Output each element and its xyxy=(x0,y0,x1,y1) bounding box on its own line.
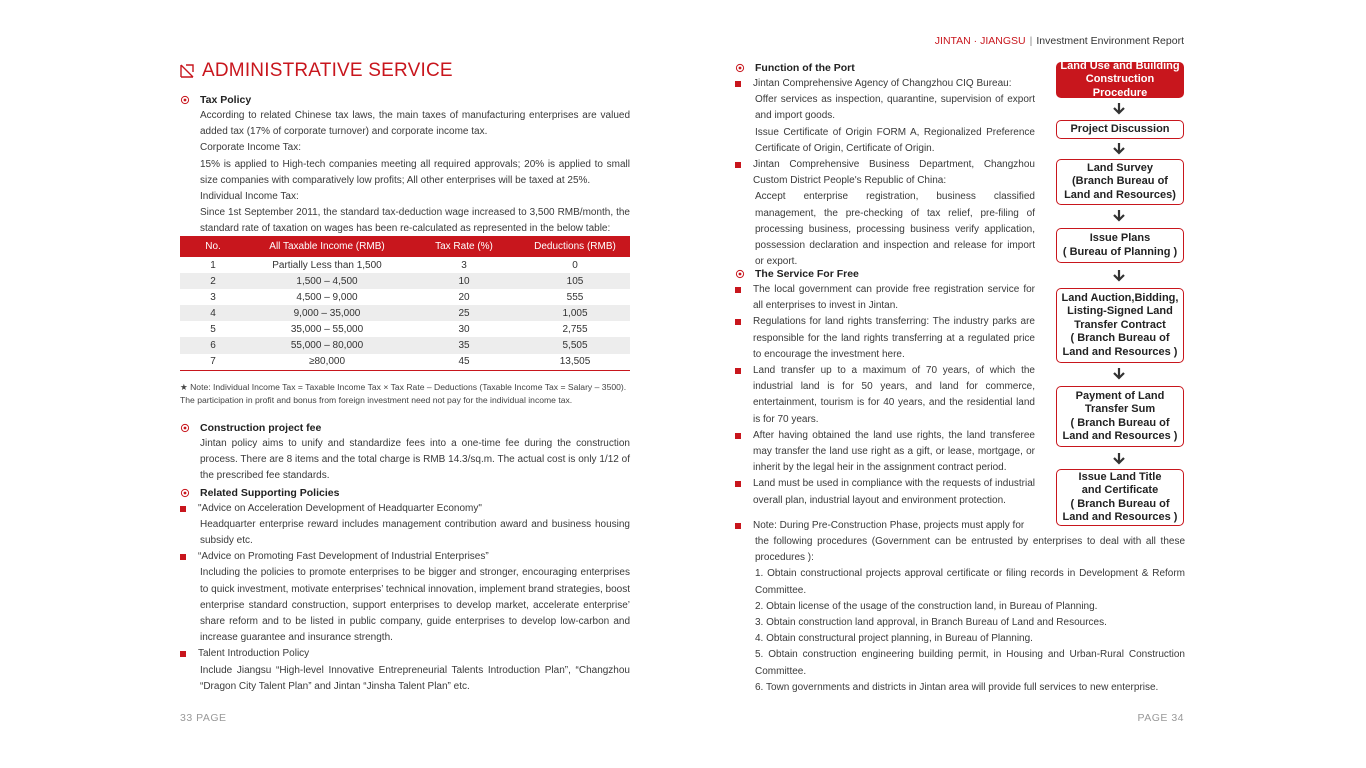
bullet-square-icon xyxy=(735,433,741,439)
table-header-row xyxy=(180,236,630,257)
port-text: Issue Certificate of Origin FORM A, Regionalized Preference Certificate of Origin, Certificate of Origin. xyxy=(755,126,1035,154)
table-cell: 2,755 xyxy=(562,323,588,335)
down-arrow-icon xyxy=(1112,103,1126,115)
free-service-bullet: Land transfer up to a maximum of 70 years, of which the industrial land is for 50 years, and land for commerce, entertainment, tourism is for 40 years, and the residential land is for 70 years. xyxy=(735,363,1035,428)
down-arrow-icon xyxy=(1112,453,1126,465)
table-cell: 0 xyxy=(572,259,578,271)
bullet-square-icon xyxy=(735,287,741,293)
table-row xyxy=(180,337,630,353)
bullet-square-icon xyxy=(735,368,741,374)
header-report-name: Investment Environment Report xyxy=(1036,35,1184,47)
bullet-square-icon xyxy=(735,162,741,168)
policy-text: Headquarter enterprise reward includes management contribution award and business housing subsidy etc. xyxy=(200,518,630,547)
table-cell: 20 xyxy=(458,291,470,303)
table-cell: 5 xyxy=(210,323,216,335)
port-text: Accept enterprise registration, business classified management, the pre-checking of tax relief, pre-filing of processing business, processing business verify application, possession declaration and inspection and release for import or export. xyxy=(755,191,1035,268)
construction-paragraph: Jintan policy aims to unify and standardize fees into a one-time fee during the construction process. There are 8 items and the total charge is RMB 14.3/sq.m. The actual cost is only 1/12 of the prescribed fee standards. xyxy=(200,438,630,482)
table-row xyxy=(180,305,630,321)
bullet-square-icon xyxy=(735,481,741,487)
bullet-square-icon xyxy=(180,651,186,657)
note-item: 3. Obtain construction land approval, in Branch Bureau of Land and Resources. xyxy=(755,617,1107,629)
table-header: Deductions (RMB) xyxy=(520,236,630,257)
tax-policy-paragraph-4: Individual Income Tax: xyxy=(200,191,299,203)
table-cell: 3 xyxy=(210,291,216,303)
pre-construction-note-lead: Note: During Pre-Construction Phase, projects must apply for xyxy=(735,518,1045,534)
table-cell: 105 xyxy=(520,273,630,289)
bullet-square-icon xyxy=(735,81,741,87)
table-cell: 2 xyxy=(180,273,246,289)
tax-policy-paragraph-3: 15% is applied to High-tech companies meeting all required approvals; 20% is applied to small size companies with comparatively low profits; All other enterprises will be taxed at 25%. xyxy=(200,158,630,186)
table-cell: 5,505 xyxy=(520,337,630,353)
section-title xyxy=(180,60,453,82)
note-item: 1. Obtain constructional projects approval certificate or filing records in Development & Reform Committee. xyxy=(755,568,1185,596)
table-cell: 1,500 – 4,500 xyxy=(246,273,408,289)
bullet-square-icon xyxy=(735,319,741,325)
table-row xyxy=(180,321,630,337)
policy-text: Include Jiangsu “High-level Innovative Entrepreneurial Talents Introduction Plan”, “Changzhou “Dragon City Talent Plan” and Jintan “Jinsha Talent Plan” etc. xyxy=(200,664,630,692)
table-cell: ≥80,000 xyxy=(246,354,408,371)
table-cell: 30 xyxy=(458,323,470,335)
table-cell: 3 xyxy=(461,259,467,271)
port-bullet: Jintan Comprehensive Agency of Changzhou CIQ Bureau: xyxy=(735,76,1035,92)
flower-icon xyxy=(180,423,190,433)
tax-policy-paragraph-5: Since 1st September 2011, the standard tax-deduction wage increased to 3,500 RMB/month, the standard rate of taxation on wages has been re-calculated as represented in the below table: xyxy=(200,207,630,235)
free-service-section xyxy=(735,266,1035,509)
right-page-number: PAGE 34 xyxy=(1137,712,1184,724)
flow-step-land-title: Issue Land Title and Certificate ( Branch Bureau of Land and Resources ) xyxy=(1056,469,1184,526)
income-tax-table xyxy=(180,236,630,371)
down-arrow-icon xyxy=(1112,368,1126,380)
flower-icon xyxy=(180,488,190,498)
section-title-text: ADMINISTRATIVE SERVICE xyxy=(202,60,453,81)
free-service-bullet: The local government can provide free registration service for all enterprises to invest in Jintan. xyxy=(735,282,1035,314)
table-header: Tax Rate (%) xyxy=(408,236,520,257)
table-cell: 35 xyxy=(408,337,520,353)
table-cell: 7 xyxy=(180,354,246,371)
report-header xyxy=(935,35,1184,47)
flow-step-title: Land Use and Building Construction Procedure xyxy=(1056,62,1184,98)
table-header: All Taxable Income (RMB) xyxy=(246,236,408,257)
table-cell: 4,500 – 9,000 xyxy=(296,291,358,303)
left-page-number: 33 PAGE xyxy=(180,712,227,724)
tax-policy-paragraph-1: According to related Chinese tax laws, the main taxes of manufacturing enterprises are valued added tax (17% of corporate turnover) and corporate income tax. xyxy=(200,110,630,138)
table-cell: Partially Less than 1,500 xyxy=(272,259,382,271)
table-row xyxy=(180,257,630,273)
bullet-square-icon xyxy=(735,523,741,529)
table-cell: 9,000 – 35,000 xyxy=(246,305,408,321)
flow-step-land-auction: Land Auction,Bidding, Listing-Signed Land Transfer Contract ( Branch Bureau of Land and Resources ) xyxy=(1056,288,1184,363)
related-policies-heading: Related Supporting Policies xyxy=(180,485,630,501)
down-arrow-icon xyxy=(1112,210,1126,222)
note-item: 6. Town governments and districts in Jintan area will provide full services to new enterprise. xyxy=(755,681,1159,693)
policy-text: Including the policies to promote enterprises to be bigger and stronger, encouraging enterprises to quick investment, motivate enterprises’ technical innovation, implement brand strategies, boost enterprise standard construction, support enterprises to develop market, accelerate enterprise’ share reform and to be listed in public company, guide enterprises to develop low-carbon and increase guarantee and insurance strength. xyxy=(200,567,630,644)
free-service-bullet: After having obtained the land use rights, the land transferee may transfer the land use right as a gift, or lease, mortgage, or inherit by the legal heir in the assignment contract period. xyxy=(735,428,1035,477)
policy-bullet: “Advice on Promoting Fast Development of Industrial Enterprises” xyxy=(180,549,630,565)
table-cell: 555 xyxy=(566,291,584,303)
port-text: Offer services as inspection, quarantine, supervision of export and import goods. xyxy=(755,94,1035,122)
table-cell: 25 xyxy=(408,305,520,321)
flow-step-project-discussion: Project Discussion xyxy=(1056,120,1184,139)
down-arrow-icon xyxy=(1112,143,1126,155)
table-cell: 45 xyxy=(408,354,520,371)
flower-icon xyxy=(735,269,745,279)
flower-icon xyxy=(180,95,190,105)
table-cell: 4 xyxy=(180,305,246,321)
table-cell: 1 xyxy=(210,259,216,271)
header-separator: | xyxy=(1029,35,1033,47)
table-cell: 35,000 – 55,000 xyxy=(290,323,364,335)
policy-bullet: "Advice on Acceleration Development of Headquarter Economy" xyxy=(180,501,630,517)
tax-table-note: ★ Note: Individual Income Tax = Taxable Income Tax × Tax Rate – Deductions (Taxable Income Tax = Salary – 3500). The participation in profit and bonus from foreign investment need not pay for the individual income tax. xyxy=(180,382,627,406)
table-cell: 55,000 – 80,000 xyxy=(246,337,408,353)
tax-policy-paragraph-2: Corporate Income Tax: xyxy=(200,142,301,154)
note-item: 5. Obtain construction engineering building permit, in Housing and Urban-Rural Construction Committee. xyxy=(755,649,1185,677)
table-row xyxy=(180,354,630,371)
down-arrow-icon xyxy=(1112,270,1126,282)
free-service-bullet: Land must be used in compliance with the requests of industrial overall plan, industrial layout and environment protection. xyxy=(735,476,1035,508)
port-bullet: Jintan Comprehensive Business Department, Changzhou Custom District People's Republic of China: xyxy=(735,157,1035,189)
note-item: 2. Obtain license of the usage of the construction land, in Bureau of Planning. xyxy=(755,600,1098,612)
flow-step-issue-plans: Issue Plans ( Bureau of Planning ) xyxy=(1056,228,1184,263)
table-cell: 6 xyxy=(180,337,246,353)
bullet-square-icon xyxy=(180,554,186,560)
header-brand: JINTAN · JIANGSU xyxy=(934,35,1026,47)
table-cell: 13,505 xyxy=(520,354,630,371)
port-heading: Function of the Port xyxy=(735,60,1035,76)
free-service-heading: The Service For Free xyxy=(735,266,1035,282)
construction-heading: Construction project fee xyxy=(180,420,630,436)
table-header: No. xyxy=(180,236,246,257)
free-service-bullet: Regulations for land rights transferring: The industry parks are responsible for the land rights transferring at a regulated price to encourage the investment here. xyxy=(735,314,1035,363)
policy-bullet: Talent Introduction Policy xyxy=(180,646,630,662)
note-item: 4. Obtain constructural project planning, in Bureau of Planning. xyxy=(755,633,1033,645)
pre-construction-note xyxy=(755,534,1185,696)
bullet-square-icon xyxy=(180,506,186,512)
tax-policy-heading: Tax Policy xyxy=(180,92,630,108)
table-cell: 1,005 xyxy=(520,305,630,321)
table-row xyxy=(180,273,630,289)
table-row xyxy=(180,289,630,305)
construction-section xyxy=(180,420,630,695)
flow-step-land-survey: Land Survey (Branch Bureau of Land and Resources) xyxy=(1056,159,1184,205)
port-section xyxy=(735,60,1035,270)
tax-policy-section xyxy=(180,92,630,238)
flower-icon xyxy=(735,63,745,73)
section-marker-icon xyxy=(180,64,194,78)
note-text: the following procedures (Government can be entrusted by enterprises to deal with all these procedures ): xyxy=(755,536,1185,564)
flow-step-payment: Payment of Land Transfer Sum ( Branch Bureau of Land and Resources ) xyxy=(1056,386,1184,447)
table-cell: 10 xyxy=(408,273,520,289)
